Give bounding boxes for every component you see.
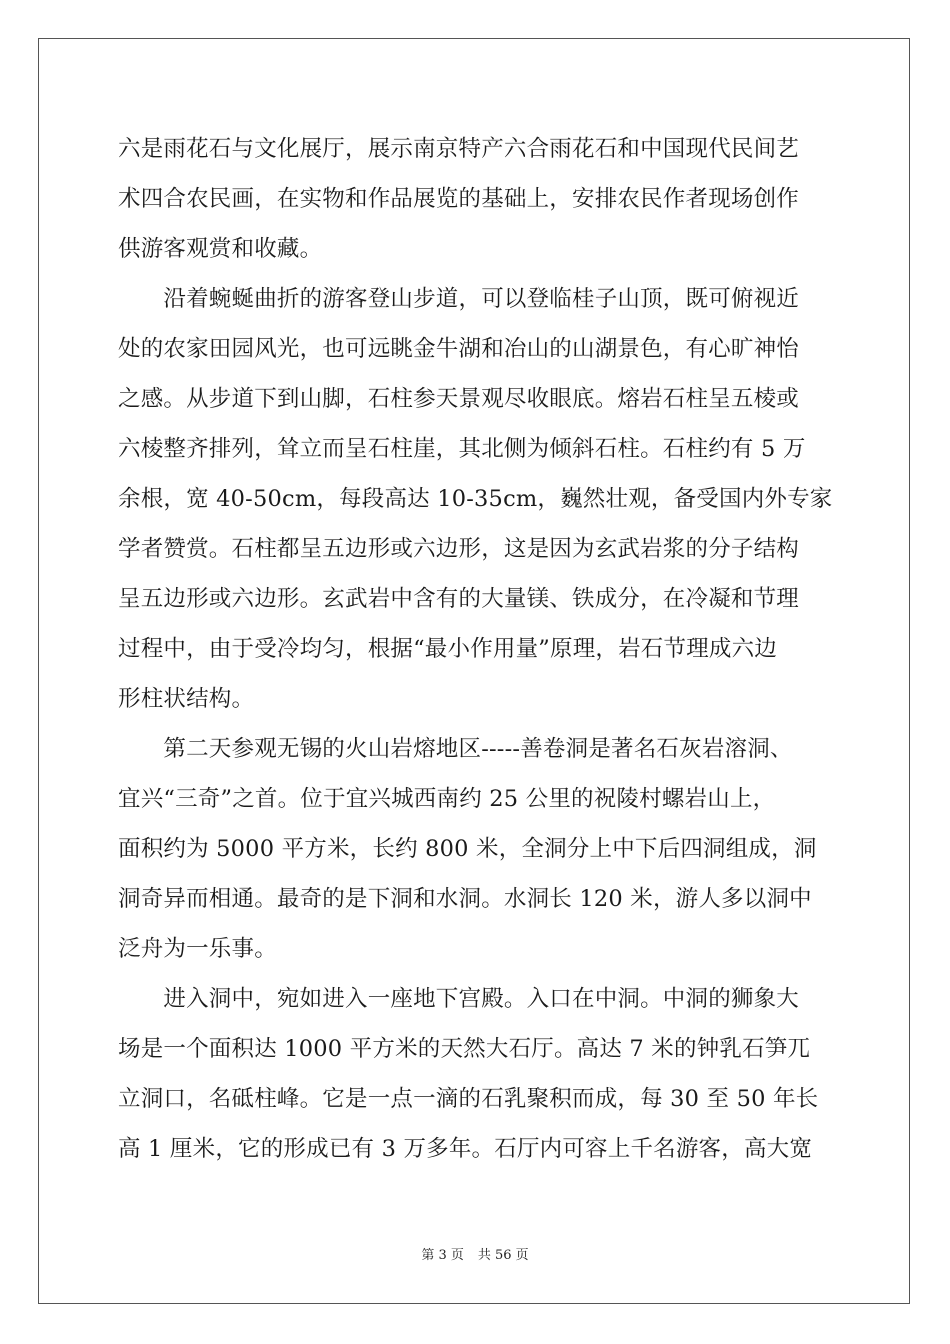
text-line: 术四合农民画，在实物和作品展览的基础上，安排农民作者现场创作 bbox=[118, 186, 800, 212]
text-line: 学者赞赏。石柱都呈五边形或六边形，这是因为玄武岩浆的分子结构 bbox=[118, 536, 800, 562]
document-body bbox=[118, 124, 832, 1174]
page-total: 共 56 页 bbox=[477, 1248, 529, 1263]
paragraph-1 bbox=[118, 124, 832, 274]
text-line: 呈五边形或六边形。玄武岩中含有的大量镁、铁成分，在冷凝和节理 bbox=[118, 586, 800, 612]
text-line: 立洞口，名砥柱峰。它是一点一滴的石乳聚积而成，每 30 至 50 年长 bbox=[118, 1086, 819, 1112]
paragraph-2 bbox=[118, 274, 832, 724]
paragraph-3 bbox=[118, 724, 832, 974]
text-line: 场是一个面积达 1000 平方米的天然大石厅。高达 7 米的钟乳石笋兀 bbox=[118, 1036, 811, 1062]
text-line: 供游客观赏和收藏。 bbox=[118, 236, 323, 262]
text-line: 六是雨花石与文化展厅，展示南京特产六合雨花石和中国现代民间艺 bbox=[118, 136, 800, 162]
text-line: 之感。从步道下到山脚，石柱参天景观尽收眼底。熔岩石柱呈五棱或 bbox=[118, 386, 800, 412]
paragraph-4 bbox=[118, 974, 832, 1174]
text-line: 高 1 厘米，它的形成已有 3 万多年。石厅内可容上千名游客，高大宽 bbox=[118, 1136, 813, 1162]
text-line: 宜兴“三奇”之首。位于宜兴城西南约 25 公里的祝陵村螺岩山上， bbox=[118, 786, 776, 812]
text-line: 处的农家田园风光，也可远眺金牛湖和冶山的山湖景色，有心旷神怡 bbox=[118, 336, 800, 362]
text-line: 余根，宽 40-50cm，每段高达 10-35cm，巍然壮观，备受国内外专家 bbox=[118, 486, 833, 512]
text-line: 过程中，由于受冷均匀，根据“最小作用量”原理，岩石节理成六边 bbox=[118, 636, 778, 662]
page-footer bbox=[0, 1244, 950, 1263]
text-line: 洞奇异而相通。最奇的是下洞和水洞。水洞长 120 米，游人多以洞中 bbox=[118, 886, 812, 912]
text-line: 形柱状结构。 bbox=[118, 686, 255, 712]
text-line: 第二天参观无锡的火山岩熔地区-----善卷洞是著名石灰岩溶洞、 bbox=[118, 736, 793, 762]
page-number: 第 3 页 bbox=[421, 1248, 464, 1263]
text-line: 面积约为 5000 平方米，长约 800 米，全洞分上中下后四洞组成，洞 bbox=[118, 836, 817, 862]
text-line: 进入洞中，宛如进入一座地下宫殿。入口在中洞。中洞的狮象大 bbox=[118, 986, 800, 1012]
text-line: 六棱整齐排列，耸立而呈石柱崖，其北侧为倾斜石柱。石柱约有 5 万 bbox=[118, 436, 806, 462]
text-line: 沿着蜿蜒曲折的游客登山步道，可以登临桂子山顶，既可俯视近 bbox=[118, 286, 800, 312]
text-line: 泛舟为一乐事。 bbox=[118, 936, 277, 962]
